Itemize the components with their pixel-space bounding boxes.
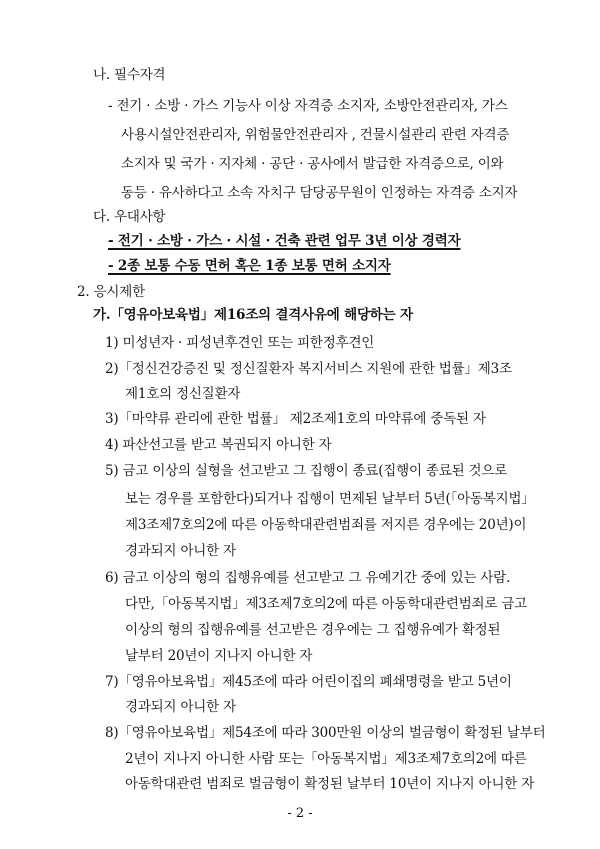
restriction-item-5: 5) 금고 이상의 실형을 선고받고 그 집행이 종료(집행이 종료된 것으로	[105, 463, 508, 479]
restriction-item-7: 7)「영유아보육법」제45조에 따라 어린이집의 폐쇄명령을 받고 5년이	[105, 674, 512, 690]
section-2-heading: 2. 응시제한	[77, 284, 145, 300]
preference-item: - 2종 보통 수동 면허 혹은 1종 보통 면허 소지자	[108, 258, 391, 274]
restriction-item-8: 8)「영유아보육법」제54조에 따라 300만원 이상의 벌금형이 확정된 날부터	[105, 725, 546, 741]
restriction-item-6: 6) 금고 이상의 형의 집행유예를 선고받고 그 유예기간 중에 있는 사람.	[105, 570, 511, 586]
restriction-item-8-cont: 아동학대관련 범죄로 벌금형이 확정된 날부터 10년이 지나지 아니한 자	[125, 776, 535, 792]
page-number: - 2 -	[287, 806, 313, 821]
section-na-line: 사용시설안전관리자, 위험물안전관리자 , 건물시설관리 관련 자격증	[121, 127, 510, 143]
restriction-item-6-cont: 다만,「아동복지법」제3조제7호의2에 따른 아동학대관련범죄로 금고	[125, 596, 527, 612]
restriction-item-2-cont: 제1호의 정신질환자	[125, 386, 241, 402]
preference-item: - 전기 · 소방 · 가스 · 시설 · 건축 관련 업무 3년 이상 경력자	[108, 233, 461, 249]
section-na-line: - 전기 · 소방 · 가스 기능사 이상 자격증 소지자, 소방안전관리자, 가스	[108, 98, 508, 114]
restriction-item-5-cont: 경과되지 아니한 자	[125, 543, 236, 559]
restriction-item-5-cont: 제3조제7호의2에 따른 아동학대관련범죄를 저지른 경우에는 20년)이	[125, 517, 527, 533]
restriction-item-3: 3)「마약류 관리에 관한 법률」 제2조제1호의 마약류에 중독된 자	[105, 411, 486, 427]
section-na-heading: 나. 필수자격	[93, 67, 166, 83]
restriction-item-8-cont: 2년이 지나지 아니한 사람 또는「아동복지법」제3조제7호의2에 따른	[125, 751, 527, 767]
section-na-line: 동등 · 유사하다고 소속 자치구 담당공무원이 인정하는 자격증 소지자	[121, 185, 518, 201]
restriction-item-1: 1) 미성년자 · 피성년후견인 또는 피한정후견인	[105, 335, 375, 351]
restriction-item-5-cont: 보는 경우를 포함한다)되거나 집행이 면제된 날부터 5년(「아동복지법」	[125, 491, 535, 507]
section-da-heading: 다. 우대사항	[93, 209, 166, 225]
section-2-subheading: 가.「영유아보육법」제16조의 결격사유에 해당하는 자	[93, 307, 413, 323]
section-na-line: 소지자 및 국가 · 지자체 · 공단 · 공사에서 발급한 자격증으로, 이와	[121, 156, 504, 172]
restriction-item-6-cont: 날부터 20년이 지나지 아니한 자	[125, 648, 313, 664]
restriction-item-6-cont: 이상의 형의 집행유예를 선고받은 경우에는 그 집행유예가 확정된	[125, 622, 501, 638]
restriction-item-4: 4) 파산선고를 받고 복권되지 아니한 자	[105, 437, 332, 453]
restriction-item-2: 2)「정신건강증진 및 정신질환자 복지서비스 지원에 관한 법률」제3조	[105, 361, 512, 377]
restriction-item-7-cont: 경과되지 아니한 자	[125, 699, 236, 715]
